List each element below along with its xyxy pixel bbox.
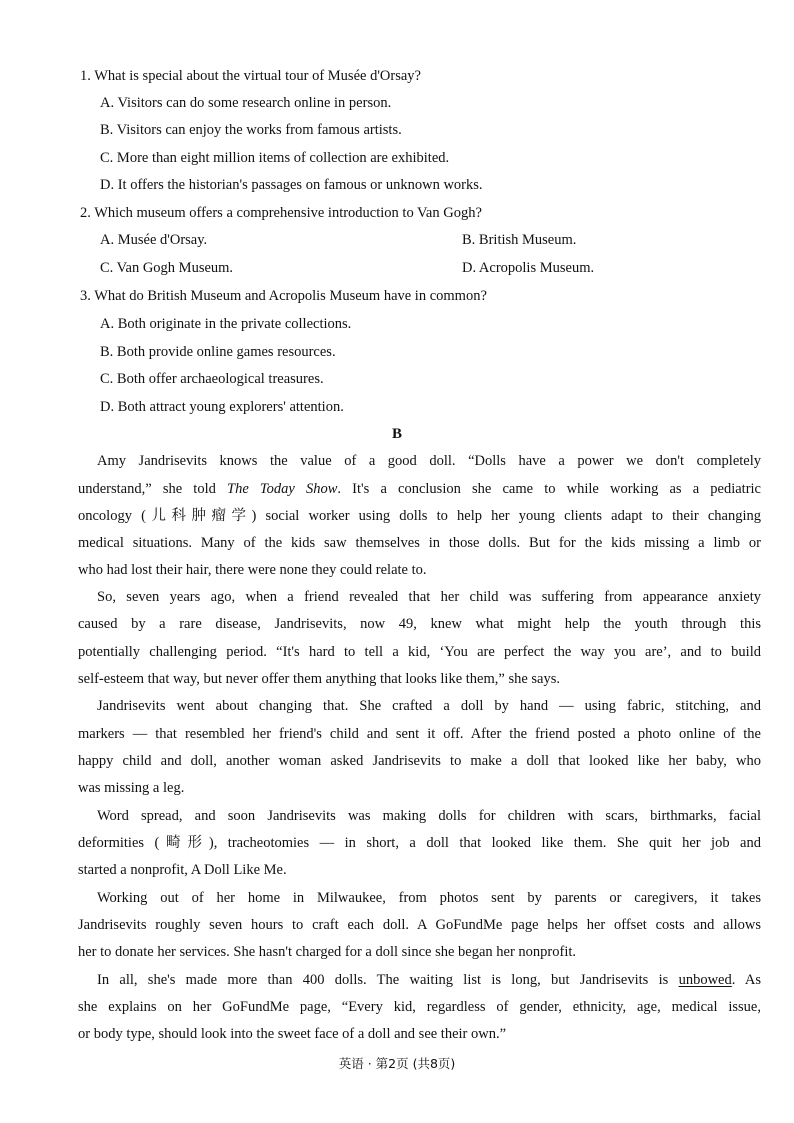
p2-line-2: caused by a rare disease, Jandrisevits, now 49, knew what might help the youth through this: [78, 616, 761, 632]
p4-line-2: deformities (畸形), tracheotomies — in short, a doll that looked like them. She quit her job and: [78, 835, 761, 851]
p1-line-2: [78, 479, 761, 499]
p3-line-1: Jandrisevits went about changing that. She crafted a doll by hand — using fabric, stitching, and: [97, 698, 761, 714]
question-3-option-c: C. Both offer archaeological treasures.: [100, 371, 324, 387]
p5-line-3: her to donate her services. She hasn't charged for a doll since she began her nonprofit.: [78, 944, 576, 960]
p1-line-1: Amy Jandrisevits knows the value of a good doll. “Dolls have a power we don't completely: [97, 453, 761, 469]
p1-line-5: who had lost their hair, there were none they could relate to.: [78, 562, 427, 578]
underlined-word-unbowed: unbowed: [678, 972, 732, 988]
question-3-option-b: B. Both provide online games resources.: [100, 344, 336, 360]
p4-line-3: started a nonprofit, A Doll Like Me.: [78, 862, 287, 878]
p5-line-2: Jandrisevits roughly seven hours to craft each doll. A GoFundMe page helps her offset costs and allows: [78, 917, 761, 933]
page-footer: 英语 · 第2页 (共8页): [338, 1056, 456, 1071]
p5-line-1: Working out of her home in Milwaukee, from photos sent by parents or caregivers, it takes: [97, 890, 761, 906]
p6-line-3: or body type, should look into the sweet face of a doll and see their own.”: [78, 1026, 507, 1042]
show-title: The Today Show: [227, 481, 338, 497]
question-1-option-d: D. It offers the historian's passages on famous or unknown works.: [100, 177, 483, 193]
p2-line-4: self-esteem that way, but never offer them anything that looks like them,” she says.: [78, 671, 560, 687]
question-3-option-d: D. Both attract young explorers' attention.: [100, 399, 344, 415]
p6-line-1-a: In all, she's made more than 400 dolls. The waiting list is long, but Jandrisevits is: [97, 972, 679, 988]
p6-line-1-c: . As: [731, 972, 761, 988]
question-3-option-a: A. Both originate in the private collections.: [100, 316, 352, 332]
question-2-option-b: B. British Museum.: [462, 232, 577, 248]
question-2-option-d: D. Acropolis Museum.: [462, 260, 595, 276]
question-1-option-c: C. More than eight million items of collection are exhibited.: [100, 150, 450, 166]
question-1-option-a: A. Visitors can do some research online in person.: [100, 95, 392, 111]
p1-line-3: oncology (儿科肿瘤学) social worker using dolls to help her young clients adapt to their changing: [78, 508, 761, 524]
p1-line-4: medical situations. Many of the kids saw themselves in those dolls. But for the kids missing a limb or: [78, 535, 761, 551]
p1-line-2-a: understand,” she told: [78, 481, 228, 497]
p2-line-3: potentially challenging period. “It's hard to tell a kid, ‘You are perfect the way you are’, and to build: [78, 644, 761, 660]
question-2-option-c: C. Van Gogh Museum.: [100, 260, 234, 276]
p4-line-1: Word spread, and soon Jandrisevits was making dolls for children with scars, birthmarks, facial: [97, 808, 761, 824]
p3-line-3: happy child and doll, another woman asked Jandrisevits to make a doll that looked like her baby, who: [78, 753, 761, 769]
p3-line-4: was missing a leg.: [78, 780, 185, 796]
section-b-title: B: [391, 426, 402, 442]
question-1-stem: 1. What is special about the virtual tour of Musée d'Orsay?: [80, 68, 421, 84]
p1-line-2-c: . It's a conclusion she came to while working as a pediatric: [337, 481, 761, 497]
question-2-stem: 2. Which museum offers a comprehensive introduction to Van Gogh?: [80, 205, 482, 221]
question-3-stem: 3. What do British Museum and Acropolis Museum have in common?: [80, 288, 487, 304]
question-1-option-b: B. Visitors can enjoy the works from famous artists.: [100, 122, 402, 138]
question-2-option-a: A. Musée d'Orsay.: [100, 232, 208, 248]
p6-line-1: [97, 970, 761, 990]
p3-line-2: markers — that resembled her friend's child and sent it off. After the friend posted a photo online of the: [78, 726, 761, 742]
p2-line-1: So, seven years ago, when a friend revealed that her child was suffering from appearance anxiety: [97, 589, 761, 605]
p6-line-2: she explains on her GoFundMe page, “Every kid, regardless of gender, ethnicity, age, medical issue,: [78, 999, 761, 1015]
